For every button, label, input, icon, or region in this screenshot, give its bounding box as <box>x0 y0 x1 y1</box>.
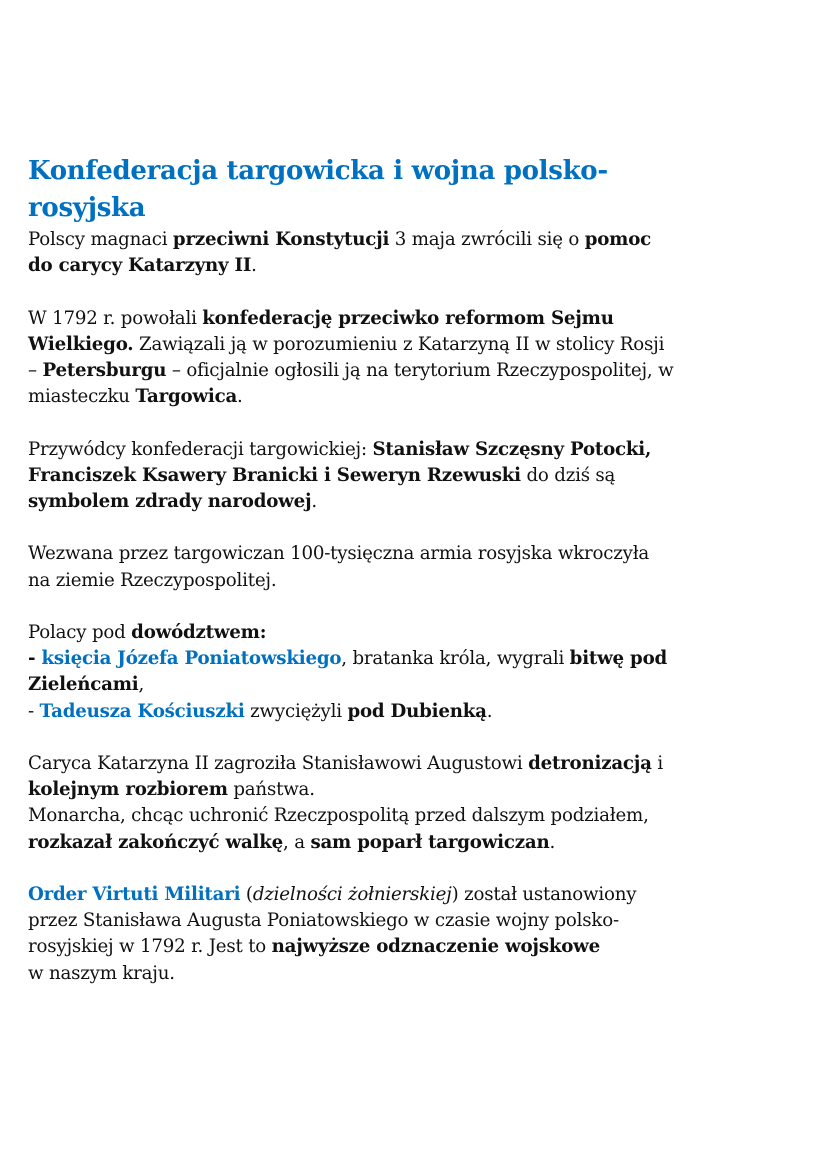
document-title <box>28 153 798 227</box>
text-line <box>28 777 798 803</box>
italic-text: dzielności żołnierskiej <box>252 883 452 905</box>
text-run: Caryca Katarzyna II zagroziła Stanisławowi Augustowi <box>28 752 529 774</box>
bold-text: rozkazał zakończyć walkę <box>28 831 284 853</box>
bold-text: Stanisław Szczęsny Potocki, <box>372 438 652 460</box>
text-run: – oficjalnie ogłosili ją na terytorium Rzeczypospolitej, w <box>166 360 674 381</box>
paragraph-p1 <box>28 227 798 279</box>
text-line <box>28 568 798 594</box>
text-run: rosyjskiej w 1792 r. Jest to <box>28 936 272 958</box>
document-body <box>28 227 798 987</box>
paragraph-p7 <box>28 882 798 987</box>
text-line <box>28 830 798 856</box>
bold-text: konfederację przeciwko reformom Sejmu <box>202 307 614 329</box>
text-line <box>28 489 798 515</box>
text-line <box>28 463 798 489</box>
text-run: . <box>251 255 257 277</box>
highlighted-name: Tadeusza Kościuszki <box>39 700 245 722</box>
text-run: . <box>549 831 556 853</box>
bold-text: sam poparł targowiczan <box>310 831 550 853</box>
paragraph-p5 <box>28 620 798 725</box>
text-run: i <box>651 752 663 774</box>
bold-text: Zieleńcami <box>28 674 139 696</box>
highlighted-name: Order Virtuti Militari <box>28 883 241 905</box>
bold-text: pomoc <box>584 229 652 250</box>
text-line <box>28 934 798 960</box>
text-line <box>28 961 798 987</box>
bold-text: do carycy Katarzyny II <box>28 255 252 277</box>
bold-text: Wielkiego. <box>28 333 134 355</box>
text-run: zwyciężyli <box>244 700 348 722</box>
text-run: . <box>311 491 317 512</box>
text-run: Monarcha, chcąc uchronić Rzeczpospolitą przed dalszym podziałem, <box>28 805 649 827</box>
text-run: w naszym kraju. <box>28 962 175 984</box>
text-run: . <box>486 700 493 722</box>
text-line <box>28 384 798 410</box>
text-line <box>28 620 798 646</box>
text-run: , a <box>283 831 311 853</box>
text-run: przez Stanisława Augusta Poniatowskiego w czasie wojny polsko- <box>28 910 619 932</box>
text-line <box>28 358 798 384</box>
text-line <box>28 672 798 698</box>
text-line <box>28 253 798 279</box>
text-run: Polscy magnaci <box>28 229 173 250</box>
paragraph-p3 <box>28 437 798 516</box>
bold-text: Targowica <box>135 386 238 408</box>
title-line-2: rosyjska <box>28 193 146 223</box>
text-run: do dziś są <box>520 464 616 486</box>
bold-text: Franciszek Ksawery Branicki i Seweryn Rzewuski <box>28 464 521 486</box>
text-run: – <box>28 360 43 381</box>
bold-text: Petersburgu <box>42 360 167 381</box>
bold-text: kolejnym rozbiorem <box>28 779 228 801</box>
bold-text: pod Dubienką <box>347 700 487 722</box>
highlighted-name: księcia Józefa Poniatowskiego <box>41 648 342 670</box>
text-run: miasteczku <box>28 386 136 408</box>
text-run: państwa. <box>227 779 315 801</box>
text-run: - <box>28 700 40 722</box>
bold-text: symbolem zdrady narodowej <box>28 491 312 512</box>
text-run: , bratanka króla, wygrali <box>341 648 570 670</box>
text-line <box>28 332 798 358</box>
bold-text: bitwę pod <box>569 648 668 670</box>
text-run: ( <box>240 883 253 905</box>
bold-text: przeciwni Konstytucji <box>172 229 390 250</box>
text-line <box>28 306 798 332</box>
paragraph-p6 <box>28 751 798 856</box>
text-line <box>28 541 798 567</box>
text-line <box>28 227 798 253</box>
text-line <box>28 437 798 463</box>
text-run: W 1792 r. powołali <box>28 307 203 329</box>
text-line <box>28 646 798 672</box>
bold-text: - <box>28 648 42 670</box>
bold-text: detronizacją <box>528 752 652 774</box>
text-run: Wezwana przez targowiczan 100-tysięczna armia rosyjska wkroczyła <box>28 543 650 565</box>
text-run: Przywódcy konfederacji targowickiej: <box>28 438 373 460</box>
text-run: Polacy pod <box>28 621 132 643</box>
text-run: Zawiązali ją w porozumieniu z Katarzyną II w stolicy Rosji <box>133 333 665 355</box>
text-line <box>28 803 798 829</box>
text-line <box>28 699 798 725</box>
text-run: , <box>138 674 145 696</box>
text-run: 3 maja zwrócili się o <box>389 229 585 250</box>
document-page <box>28 153 798 1013</box>
paragraph-p2 <box>28 306 798 411</box>
text-run: . <box>237 386 243 408</box>
text-line <box>28 908 798 934</box>
text-run: ) został ustanowiony <box>451 883 637 905</box>
text-run: na ziemie Rzeczypospolitej. <box>28 569 277 591</box>
title-line-1: Konfederacja targowicka i wojna polsko- <box>28 156 608 186</box>
text-line <box>28 751 798 777</box>
text-line <box>28 882 798 908</box>
bold-text: dowództwem: <box>131 621 267 643</box>
bold-text: najwyższe odznaczenie wojskowe <box>271 936 601 958</box>
paragraph-p4 <box>28 541 798 593</box>
